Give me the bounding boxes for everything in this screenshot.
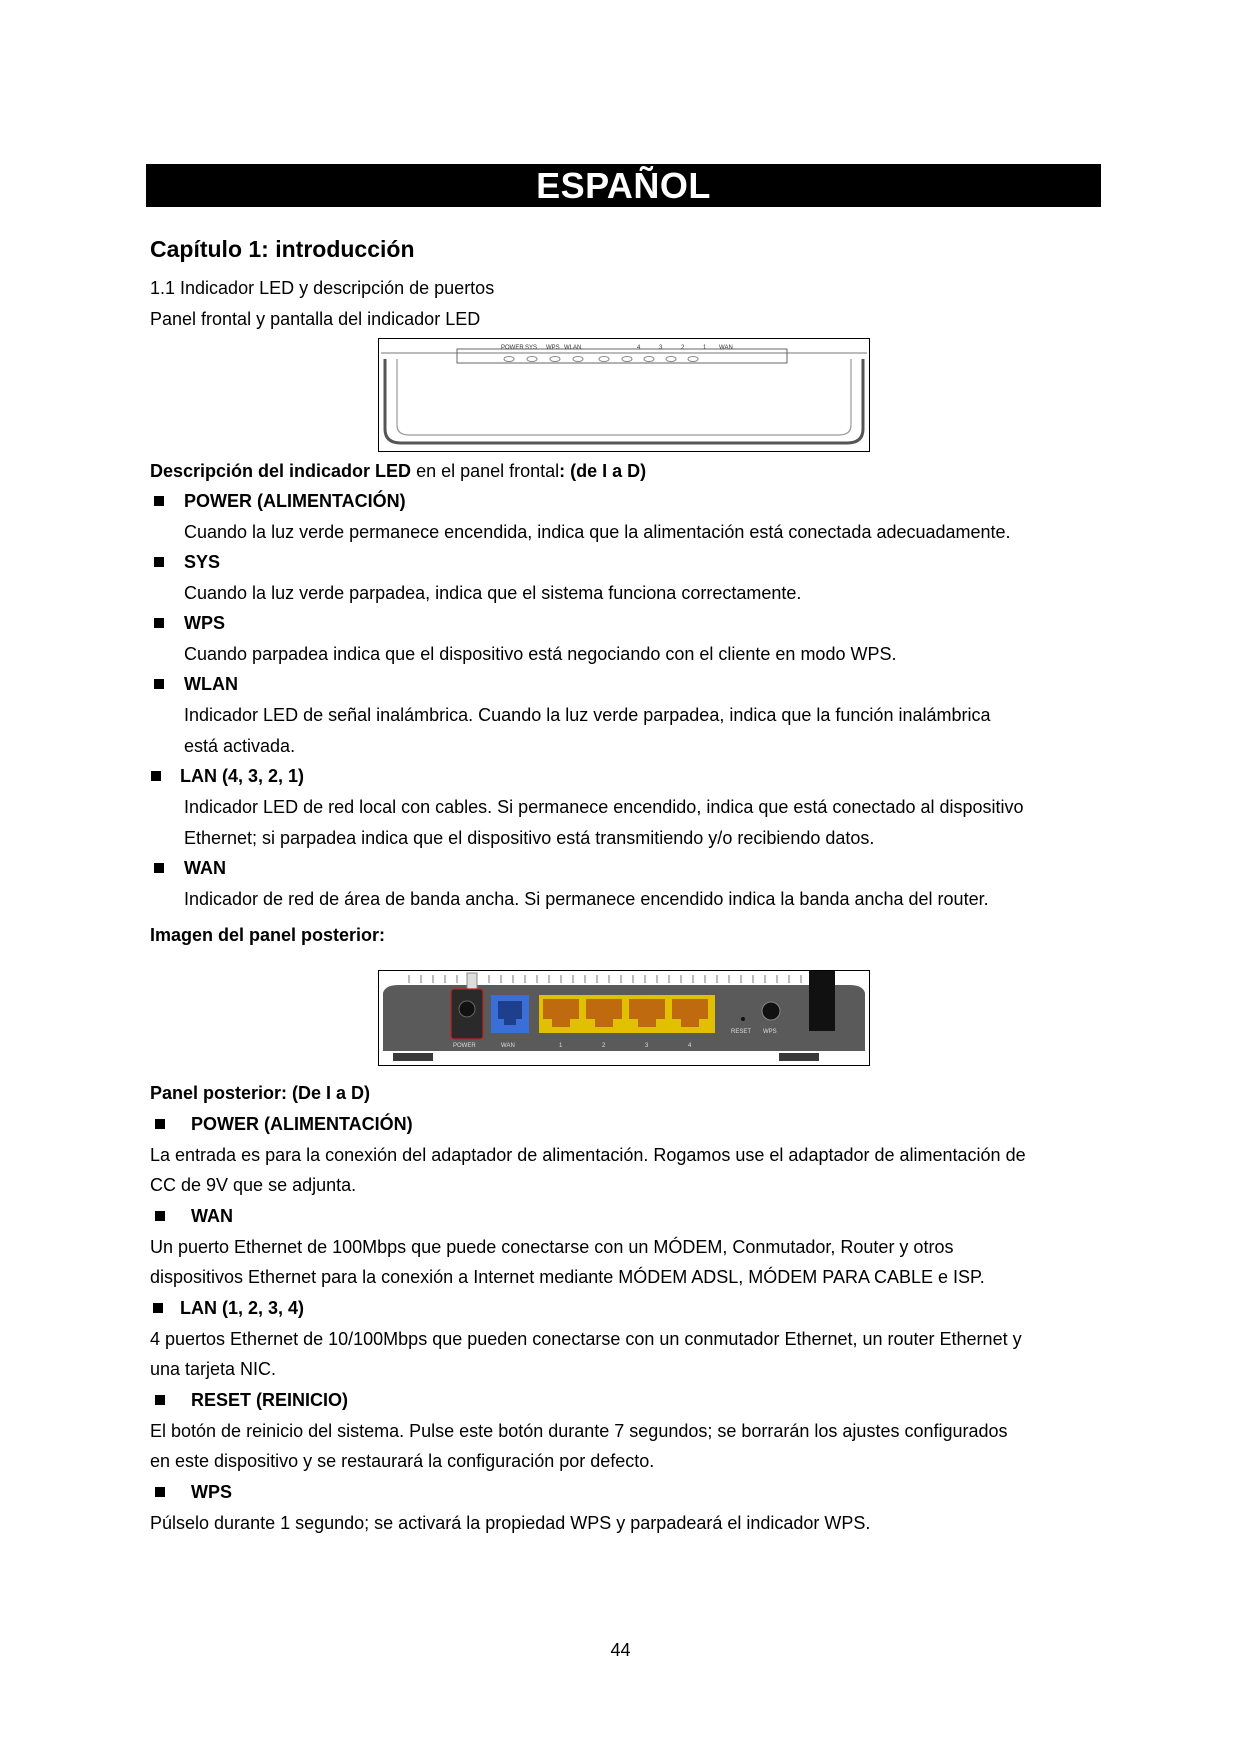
rear-item-reset-text-1: El botón de reinicio del sistema. Pulse este botón durante 7 segundos; se borrarán los ajustes configurados [150, 1421, 1008, 1441]
led-description-heading [150, 460, 646, 482]
led-heading-normal: en el panel frontal [411, 461, 560, 481]
bullet-icon [154, 863, 164, 873]
led-item-lan-text-1: Indicador LED de red local con cables. Si permanece encendido, indica que está conectado al dispositivo [184, 797, 1024, 817]
rear-label-lan2: 2 [602, 1043, 606, 1049]
front-label-power: POWER [501, 345, 524, 351]
rear-item-wps-title: WPS [191, 1482, 233, 1502]
rear-item-reset-text-2: en este dispositivo y se restaurará la configuración por defecto. [150, 1451, 655, 1471]
bullet-icon [155, 1487, 165, 1497]
rear-item-power-text-1: La entrada es para la conexión del adaptador de alimentación. Rogamos use el adaptador de alimentación de [150, 1145, 1026, 1165]
led-item-wlan-text-1: Indicador LED de señal inalámbrica. Cuando la luz verde parpadea, indica que la función inalámbrica [184, 705, 991, 725]
front-panel-illustration [379, 339, 869, 451]
led-item-lan-text-2: Ethernet; si parpadea indica que el dispositivo está transmitiendo y/o recibiendo datos. [184, 828, 875, 848]
rear-item-wps-text: Púlselo durante 1 segundo; se activará la propiedad WPS y parpadeará el indicador WPS. [150, 1513, 871, 1533]
rear-item-reset-title: RESET (REINICIO) [191, 1390, 349, 1410]
bullet-icon [154, 557, 164, 567]
rear-item-power-text-2: CC de 9V que se adjunta. [150, 1175, 357, 1195]
led-item-power-text: Cuando la luz verde permanece encendida, indica que la alimentación está conectada adecuadamente. [184, 522, 1011, 542]
rear-item-wan-text-1: Un puerto Ethernet de 100Mbps que puede conectarse con un MÓDEM, Conmutador, Router y otros [150, 1237, 954, 1257]
rear-description-heading: Panel posterior: (De I a D) [150, 1083, 371, 1103]
rear-item-lan-text-1: 4 puertos Ethernet de 10/100Mbps que pueden conectarse con un conmutador Ethernet, un router Ethernet y [150, 1329, 1022, 1349]
led-item-wan-title: WAN [184, 858, 226, 878]
bullet-icon [153, 1303, 163, 1313]
led-item-wps-title: WPS [184, 613, 226, 633]
led-item-sys-title: SYS [184, 552, 221, 572]
led-item-wan-text: Indicador de red de área de banda ancha. Si permanece encendido indica la banda ancha del router. [184, 889, 989, 909]
led-item-wlan-text-2: está activada. [184, 736, 296, 756]
chapter-title: Capítulo 1: introducción [150, 236, 415, 262]
rear-item-wan-title: WAN [191, 1206, 233, 1226]
bullet-icon [154, 496, 164, 506]
section-title: 1.1 Indicador LED y descripción de puertos [150, 278, 495, 298]
led-item-sys-text: Cuando la luz verde parpadea, indica que el sistema funciona correctamente. [184, 583, 802, 603]
front-panel-figure [378, 338, 870, 452]
page-number: 44 [610, 1640, 631, 1660]
rear-panel-illustration [379, 971, 869, 1065]
front-label-sys: SYS [525, 345, 538, 351]
led-heading-bold-a: Descripción del indicador LED [150, 461, 412, 481]
front-label-lan4: 4 [637, 345, 641, 351]
rear-label-power: POWER [453, 1043, 476, 1049]
led-item-wps-text: Cuando parpadea indica que el dispositivo está negociando con el cliente en modo WPS. [184, 644, 897, 664]
rear-item-wan-text-2: dispositivos Ethernet para la conexión a Internet mediante MÓDEM ADSL, MÓDEM PARA CABLE e ISP. [150, 1267, 985, 1287]
bullet-icon [151, 771, 161, 781]
rear-label-reset: RESET [731, 1029, 752, 1035]
language-header-bar: ESPAÑOL [146, 164, 1101, 207]
bullet-icon [154, 679, 164, 689]
bullet-icon [155, 1211, 165, 1221]
front-label-wlan: WLAN [564, 345, 582, 351]
front-label-wan: WAN [719, 345, 733, 351]
led-item-lan-title: LAN (4, 3, 2, 1) [180, 766, 305, 786]
rear-label-lan1: 1 [559, 1043, 563, 1049]
front-label-lan3: 3 [659, 345, 663, 351]
rear-label-lan3: 3 [645, 1043, 649, 1049]
rear-panel-caption: Imagen del panel posterior: [150, 925, 386, 945]
front-panel-caption: Panel frontal y pantalla del indicador LED [150, 309, 481, 329]
front-label-lan2: 2 [681, 345, 685, 351]
rear-item-lan-title: LAN (1, 2, 3, 4) [180, 1298, 305, 1318]
led-heading-bold-b: : (de I a D) [559, 461, 647, 481]
front-label-wps: WPS [546, 345, 560, 351]
bullet-icon [155, 1119, 165, 1129]
rear-panel-figure [378, 970, 870, 1066]
led-item-wlan-title: WLAN [184, 674, 238, 694]
rear-item-power-title: POWER (ALIMENTACIÓN) [191, 1114, 413, 1134]
rear-item-lan-text-2: una tarjeta NIC. [150, 1359, 277, 1379]
rear-label-wan: WAN [501, 1043, 515, 1049]
front-label-lan1: 1 [703, 345, 707, 351]
bullet-icon [154, 618, 164, 628]
led-item-power-title: POWER (ALIMENTACIÓN) [184, 491, 406, 511]
rear-label-lan4: 4 [688, 1043, 692, 1049]
bullet-icon [155, 1395, 165, 1405]
rear-label-wps: WPS [763, 1029, 777, 1035]
